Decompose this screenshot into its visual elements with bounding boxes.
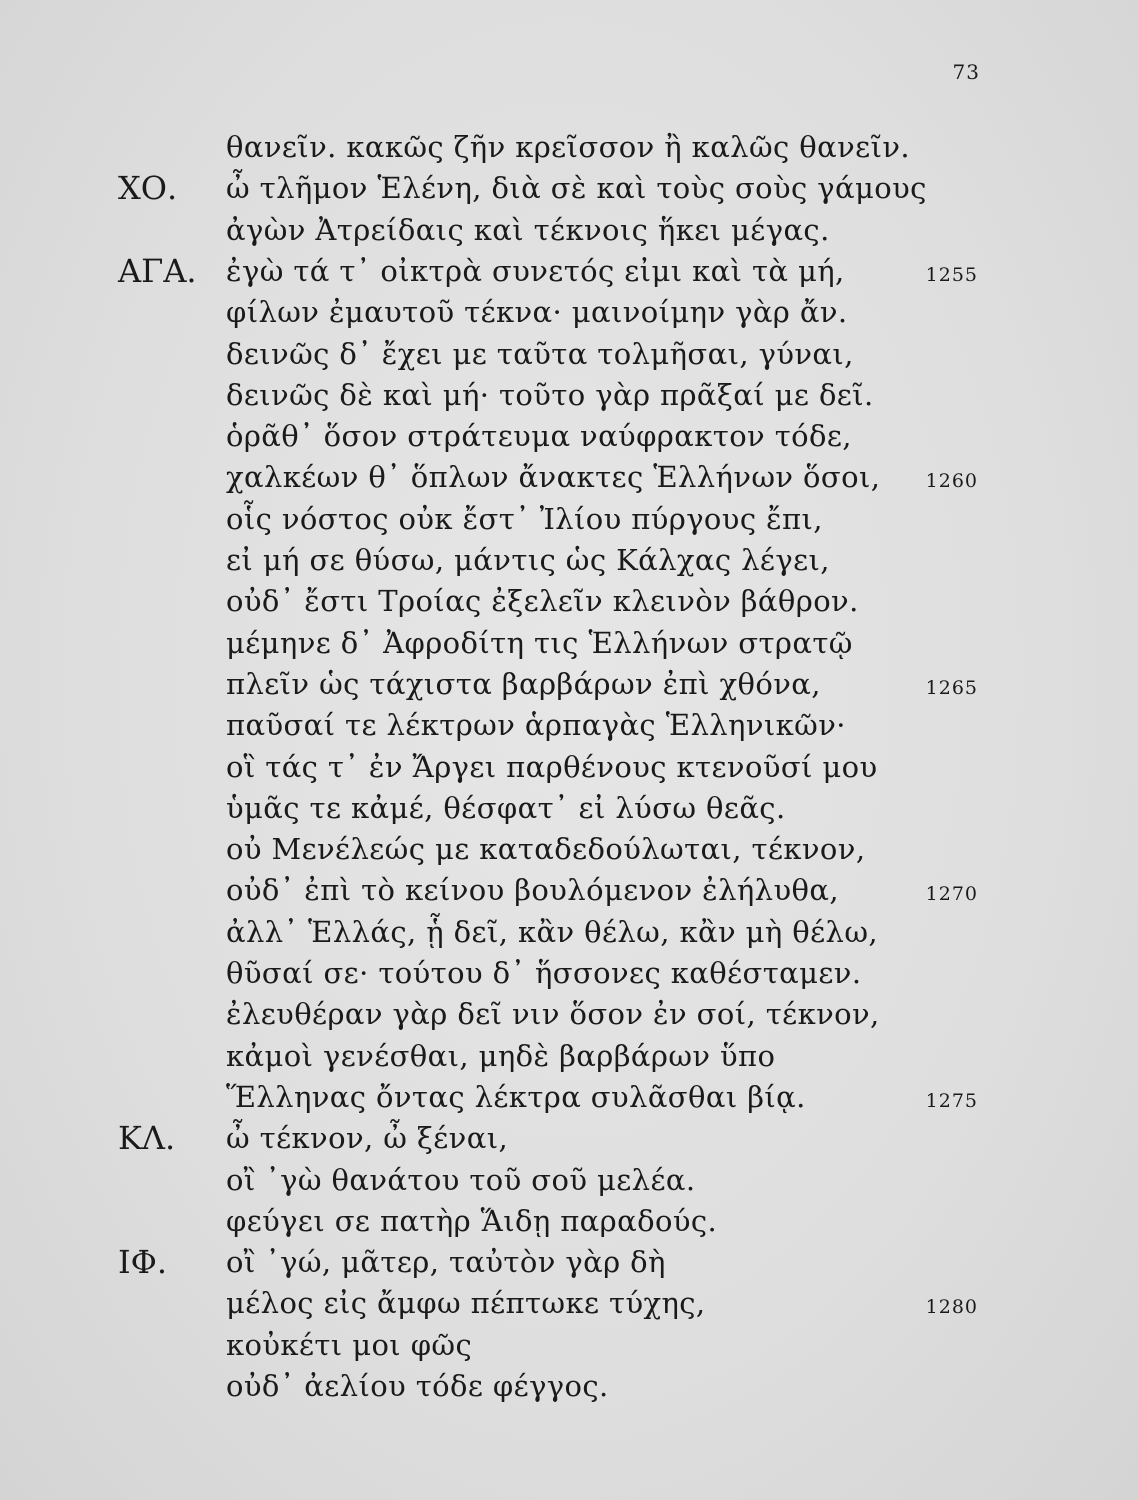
verse-line [0,664,1138,705]
verse-text: κἀμοὶ γενέσθαι, μηδὲ βαρβάρων ὕπο [226,1038,776,1073]
verse-line [0,457,1138,498]
verse-line [0,168,1138,209]
verse-line [0,210,1138,251]
verse-text: θῦσαί σε· τούτου δ᾽ ἥσσονες καθέσταμεν. [226,956,862,990]
verse-text: ὁρᾶθ᾽ ὅσον στράτευμα ναύφρακτον τόδε, [226,419,852,454]
verse-text: ὑμᾶς τε κἀμέ, θέσφατ᾽ εἰ λύσω θεᾶς. [226,790,786,825]
verse-line [0,953,1138,994]
verse-text: οἲ ᾽γὼ θανάτου τοῦ σοῦ μελέα. [226,1162,696,1197]
verse-line [0,499,1138,540]
verse-text: οὐδ᾽ ἔστι Τροίας ἐξελεῖν κλεινὸν βάθρον. [226,584,859,619]
line-number: 1265 [925,676,978,699]
verse-text: οἲ ᾽γώ, μᾶτερ, ταὐτὸν γὰρ δὴ [226,1245,666,1280]
verse-line [0,416,1138,457]
verse-line [0,540,1138,581]
verse-line [0,1366,1138,1407]
line-number: 1275 [925,1089,978,1112]
verse-text: ὦ τλῆμον Ἑλένη, διὰ σὲ καὶ τοὺς σοὺς γάμους [226,171,927,206]
verse-text: ἐλευθέραν γὰρ δεῖ νιν ὅσον ἐν σοί, τέκνον, [226,997,880,1032]
verse-text: εἰ μή σε θύσω, μάντις ὡς Κάλχας λέγει, [226,543,830,577]
line-number: 1255 [925,263,978,286]
verse-line [0,747,1138,788]
verse-line [0,1283,1138,1324]
verse-text: δεινῶς δ᾽ ἔχει με ταῦτα τολμῆσαι, γύναι, [226,336,854,371]
verse-line [0,251,1138,292]
verse-line [0,1077,1138,1118]
verse-text: μέλος εἰς ἄμφω πέπτωκε τύχης, [226,1286,706,1321]
verse-text: ἐγὼ τά τ᾽ οἰκτρὰ συνετός εἰμι καὶ τὰ μή, [226,253,845,288]
verse-text: οὐδ᾽ ἀελίου τόδε φέγγος. [226,1369,609,1403]
verse-text: θανεῖν. κακῶς ζῆν κρεῖσσον ἢ καλῶς θανεῖν. [226,130,910,164]
verse-text: οὐ Μενέλεώς με καταδεδούλωται, τέκνον, [226,832,866,867]
verse-text: οἳ τάς τ᾽ ἐν Ἄργει παρθένους κτενοῦσί μου [226,749,878,784]
verse-line [0,829,1138,870]
verse-line [0,870,1138,911]
verse-line [0,1242,1138,1283]
line-number: 1260 [925,470,978,493]
verse-line [0,292,1138,333]
verse-line [0,1118,1138,1159]
verse-text: μέμηνε δ᾽ Ἀφροδίτη τις Ἑλλήνων στρατῷ [226,625,853,660]
verse-text: φεύγει σε πατὴρ Ἅιδῃ παραδούς. [226,1203,718,1238]
line-number: 1270 [925,883,978,906]
line-number: 1280 [925,1296,978,1319]
page-number: 73 [952,60,980,84]
verse-line [0,375,1138,416]
verse-text: ἀγὼν Ἀτρείδαις καὶ τέκνοις ἥκει μέγας. [226,212,830,247]
verse-text: ἀλλ᾽ Ἑλλάς, ᾗ δεῖ, κἂν θέλω, κἂν μὴ θέλω, [226,914,878,949]
verse-text: κοὐκέτι μοι φῶς [226,1327,473,1362]
verse-line [0,1160,1138,1201]
verse-text: οὐδ᾽ ἐπὶ τὸ κείνου βουλόμενον ἐλήλυθα, [226,873,839,908]
verse-line [0,912,1138,953]
speaker-label: ΧΟ. [118,169,178,208]
verse-line [0,1325,1138,1366]
verse-text: παῦσαί τε λέκτρων ἁρπαγὰς Ἑλληνικῶν· [226,708,846,743]
verse-line [0,705,1138,746]
verse-text: ὦ τέκνον, ὦ ξέναι, [226,1121,509,1156]
verse-line [0,788,1138,829]
verse-line [0,1036,1138,1077]
verse-line [0,994,1138,1035]
verse-text: οἷς νόστος οὐκ ἔστ᾽ Ἰλίου πύργους ἔπι, [226,501,823,536]
speaker-label: ΚΛ. [118,1119,176,1158]
verse-text: χαλκέων θ᾽ ὅπλων ἄνακτες Ἑλλήνων ὅσοι, [226,460,881,495]
verse-line [0,1201,1138,1242]
verse-line [0,334,1138,375]
verse-text: δεινῶς δὲ καὶ μή· τοῦτο γὰρ πρᾶξαί με δεῖ. [226,377,874,412]
verse-text: φίλων ἐμαυτοῦ τέκνα· μαινοίμην γὰρ ἄν. [226,295,848,330]
speaker-label: ΑΓΑ. [118,251,197,290]
verse-text: Ἕλληνας ὄντας λέκτρα συλᾶσθαι βίᾳ. [226,1079,806,1114]
speaker-label: ΙΦ. [118,1243,168,1282]
verse-text: πλεῖν ὡς τάχιστα βαρβάρων ἐπὶ χθόνα, [226,666,821,701]
verse-line [0,623,1138,664]
verse-line [0,127,1138,168]
verse-line [0,581,1138,622]
